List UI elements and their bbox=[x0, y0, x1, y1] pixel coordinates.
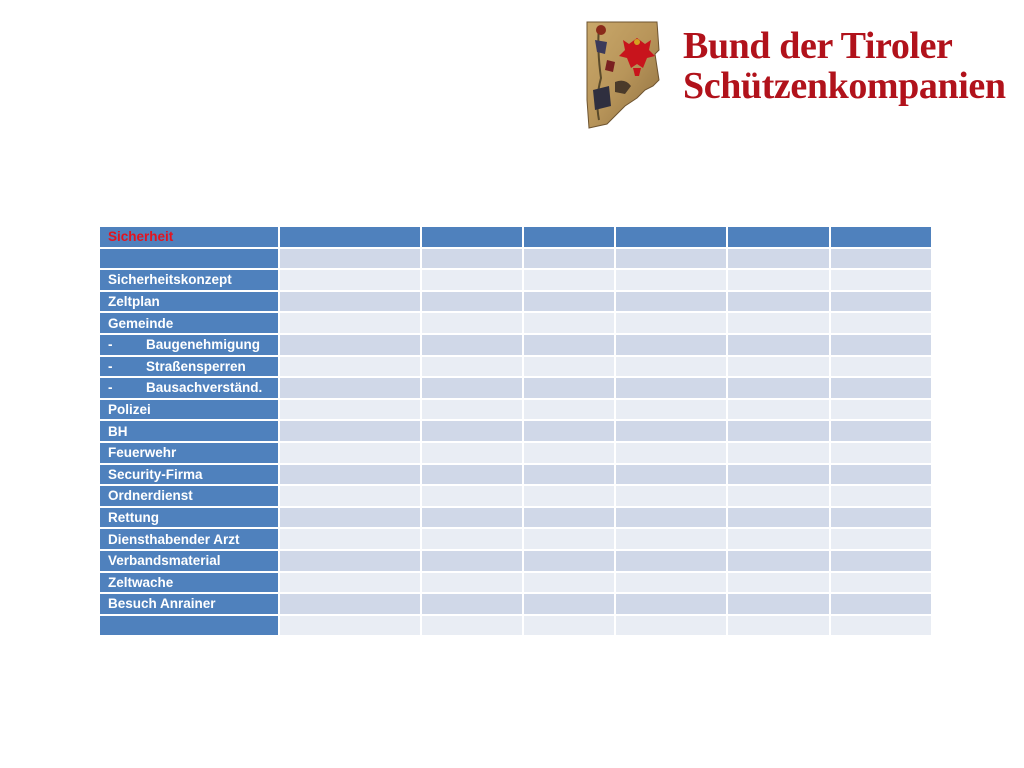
table-cell bbox=[524, 313, 614, 333]
table-cell bbox=[728, 594, 829, 614]
table-row bbox=[100, 400, 931, 420]
table-cell bbox=[831, 594, 931, 614]
table-row bbox=[100, 313, 931, 333]
table-cell bbox=[831, 313, 931, 333]
row-label-cell bbox=[100, 573, 278, 593]
table-cell bbox=[728, 551, 829, 571]
table-cell bbox=[280, 378, 420, 398]
table-row bbox=[100, 292, 931, 312]
table-cell bbox=[728, 486, 829, 506]
table-cell bbox=[422, 378, 522, 398]
table-header-cell bbox=[728, 227, 829, 247]
table-cell bbox=[524, 378, 614, 398]
row-label-cell bbox=[100, 313, 278, 333]
row-label: Besuch Anrainer bbox=[108, 596, 216, 612]
table-cell bbox=[524, 443, 614, 463]
table-cell bbox=[422, 292, 522, 312]
table-cell bbox=[422, 486, 522, 506]
table-cell bbox=[728, 270, 829, 290]
table-cell bbox=[831, 551, 931, 571]
table-cell bbox=[280, 529, 420, 549]
tyrolean-eagle-crest-icon bbox=[585, 20, 661, 130]
row-label-cell bbox=[100, 594, 278, 614]
row-label-cell bbox=[100, 335, 278, 355]
table-cell bbox=[524, 486, 614, 506]
row-label: Sicherheitskonzept bbox=[108, 272, 232, 288]
row-bullet: - bbox=[108, 337, 113, 353]
table-cell bbox=[831, 421, 931, 441]
table-cell bbox=[831, 486, 931, 506]
table-row bbox=[100, 486, 931, 506]
row-label-cell bbox=[100, 421, 278, 441]
table-cell bbox=[280, 270, 420, 290]
table-cell bbox=[728, 378, 829, 398]
row-label: Polizei bbox=[108, 402, 151, 418]
table-cell bbox=[524, 573, 614, 593]
table-cell bbox=[831, 465, 931, 485]
table-cell bbox=[280, 508, 420, 528]
table-cell bbox=[524, 292, 614, 312]
table-row bbox=[100, 335, 931, 355]
row-label-cell bbox=[100, 508, 278, 528]
table-cell bbox=[280, 249, 420, 269]
table-row bbox=[100, 573, 931, 593]
table-cell bbox=[728, 443, 829, 463]
table-cell bbox=[524, 594, 614, 614]
table-row bbox=[100, 270, 931, 290]
table-cell bbox=[524, 335, 614, 355]
row-label: Ordnerdienst bbox=[108, 488, 193, 504]
table-header-cell bbox=[831, 227, 931, 247]
title-line-1: Bund der Tiroler bbox=[683, 25, 953, 67]
table-cell bbox=[831, 508, 931, 528]
row-label-cell bbox=[100, 486, 278, 506]
table-cell bbox=[280, 486, 420, 506]
table-cell bbox=[280, 551, 420, 571]
row-label-cell bbox=[100, 465, 278, 485]
table-row bbox=[100, 465, 931, 485]
row-label: Straßensperren bbox=[146, 358, 246, 374]
table-cell bbox=[616, 573, 726, 593]
table-cell bbox=[831, 292, 931, 312]
table-cell bbox=[280, 357, 420, 377]
row-label: Verbandsmaterial bbox=[108, 553, 221, 569]
table-cell bbox=[728, 335, 829, 355]
table-cell bbox=[280, 313, 420, 333]
table-cell bbox=[280, 465, 420, 485]
table-cell bbox=[728, 357, 829, 377]
table-cell bbox=[728, 465, 829, 485]
table-header-cell bbox=[422, 227, 522, 247]
table-row bbox=[100, 357, 931, 377]
row-label-cell bbox=[100, 292, 278, 312]
row-label: Baugenehmigung bbox=[146, 337, 260, 353]
table-row bbox=[100, 443, 931, 463]
table-cell bbox=[616, 421, 726, 441]
table-row bbox=[100, 529, 931, 549]
table-row bbox=[100, 378, 931, 398]
table-cell bbox=[524, 616, 614, 636]
row-label: Zeltplan bbox=[108, 294, 160, 310]
table-cell bbox=[524, 508, 614, 528]
row-label: Diensthabender Arzt bbox=[108, 531, 240, 547]
table-cell bbox=[524, 270, 614, 290]
table-cell bbox=[524, 551, 614, 571]
table-cell bbox=[524, 249, 614, 269]
row-label: BH bbox=[108, 423, 128, 439]
table-cell bbox=[728, 421, 829, 441]
table-cell bbox=[616, 443, 726, 463]
table-row bbox=[100, 421, 931, 441]
table-cell bbox=[524, 400, 614, 420]
row-label: Feuerwehr bbox=[108, 445, 177, 461]
table-cell bbox=[728, 508, 829, 528]
table-row bbox=[100, 249, 931, 269]
row-label-cell bbox=[100, 551, 278, 571]
table-row bbox=[100, 508, 931, 528]
table-cell bbox=[831, 335, 931, 355]
table-cell bbox=[831, 573, 931, 593]
table-cell bbox=[280, 573, 420, 593]
table-cell bbox=[616, 335, 726, 355]
table-header-row bbox=[100, 227, 931, 247]
table-cell bbox=[616, 551, 726, 571]
row-label-cell bbox=[100, 249, 278, 269]
organization-title bbox=[683, 26, 1005, 106]
table-cell bbox=[616, 486, 726, 506]
table-row bbox=[100, 551, 931, 571]
table-cell bbox=[422, 508, 522, 528]
table-cell bbox=[422, 551, 522, 571]
table-cell bbox=[831, 270, 931, 290]
table-cell bbox=[831, 378, 931, 398]
row-bullet: - bbox=[108, 380, 113, 396]
table-cell bbox=[280, 616, 420, 636]
row-label: Security-Firma bbox=[108, 466, 203, 482]
table-cell bbox=[728, 313, 829, 333]
table-cell bbox=[728, 292, 829, 312]
table-header-cell bbox=[616, 227, 726, 247]
table-cell bbox=[616, 400, 726, 420]
table-cell bbox=[422, 616, 522, 636]
table-header-cell bbox=[524, 227, 614, 247]
table-cell bbox=[422, 335, 522, 355]
table-cell bbox=[422, 357, 522, 377]
table-header-cell bbox=[280, 227, 420, 247]
table-cell bbox=[831, 616, 931, 636]
table-cell bbox=[280, 594, 420, 614]
row-label-cell bbox=[100, 378, 278, 398]
table-cell bbox=[422, 270, 522, 290]
table-cell bbox=[728, 529, 829, 549]
table-cell bbox=[831, 400, 931, 420]
row-label: Gemeinde bbox=[108, 315, 174, 331]
table-cell bbox=[616, 249, 726, 269]
table-cell bbox=[728, 573, 829, 593]
table-cell bbox=[616, 616, 726, 636]
table-cell bbox=[422, 465, 522, 485]
table-cell bbox=[422, 594, 522, 614]
table-cell bbox=[616, 508, 726, 528]
table-cell bbox=[616, 378, 726, 398]
row-label: Rettung bbox=[108, 510, 159, 526]
row-label: Zeltwache bbox=[108, 574, 174, 590]
table-cell bbox=[280, 421, 420, 441]
table-cell bbox=[280, 400, 420, 420]
row-label-cell bbox=[100, 616, 278, 636]
table-cell bbox=[280, 335, 420, 355]
table-cell bbox=[422, 313, 522, 333]
row-label-cell bbox=[100, 400, 278, 420]
row-label-cell bbox=[100, 270, 278, 290]
table-cell bbox=[616, 594, 726, 614]
header bbox=[585, 20, 1005, 132]
table-cell bbox=[524, 465, 614, 485]
table-cell bbox=[422, 529, 522, 549]
table-cell bbox=[728, 616, 829, 636]
row-label-cell bbox=[100, 443, 278, 463]
table-cell bbox=[616, 357, 726, 377]
table-cell bbox=[524, 529, 614, 549]
table-cell bbox=[524, 357, 614, 377]
table-cell bbox=[831, 357, 931, 377]
table-row bbox=[100, 594, 931, 614]
table-cell bbox=[728, 249, 829, 269]
security-table bbox=[100, 227, 925, 635]
table-cell bbox=[728, 400, 829, 420]
table-cell bbox=[831, 249, 931, 269]
table-cell bbox=[616, 270, 726, 290]
table-cell bbox=[616, 313, 726, 333]
table-cell bbox=[616, 465, 726, 485]
table-cell bbox=[616, 292, 726, 312]
table-cell bbox=[831, 443, 931, 463]
table-cell bbox=[524, 421, 614, 441]
table-cell bbox=[831, 529, 931, 549]
table-cell bbox=[422, 443, 522, 463]
table-cell bbox=[280, 443, 420, 463]
table-row bbox=[100, 616, 931, 636]
row-label-cell bbox=[100, 357, 278, 377]
row-label: Bausachverständ. bbox=[146, 380, 263, 396]
table-cell bbox=[422, 249, 522, 269]
table-cell bbox=[422, 400, 522, 420]
table-header-sicherheit: Sicherheit bbox=[100, 227, 278, 247]
table-cell bbox=[280, 292, 420, 312]
row-label-cell bbox=[100, 529, 278, 549]
title-line-2: Schützenkompanien bbox=[683, 65, 1006, 107]
row-bullet: - bbox=[108, 358, 113, 374]
table-cell bbox=[616, 529, 726, 549]
table-cell bbox=[422, 421, 522, 441]
table-cell bbox=[422, 573, 522, 593]
